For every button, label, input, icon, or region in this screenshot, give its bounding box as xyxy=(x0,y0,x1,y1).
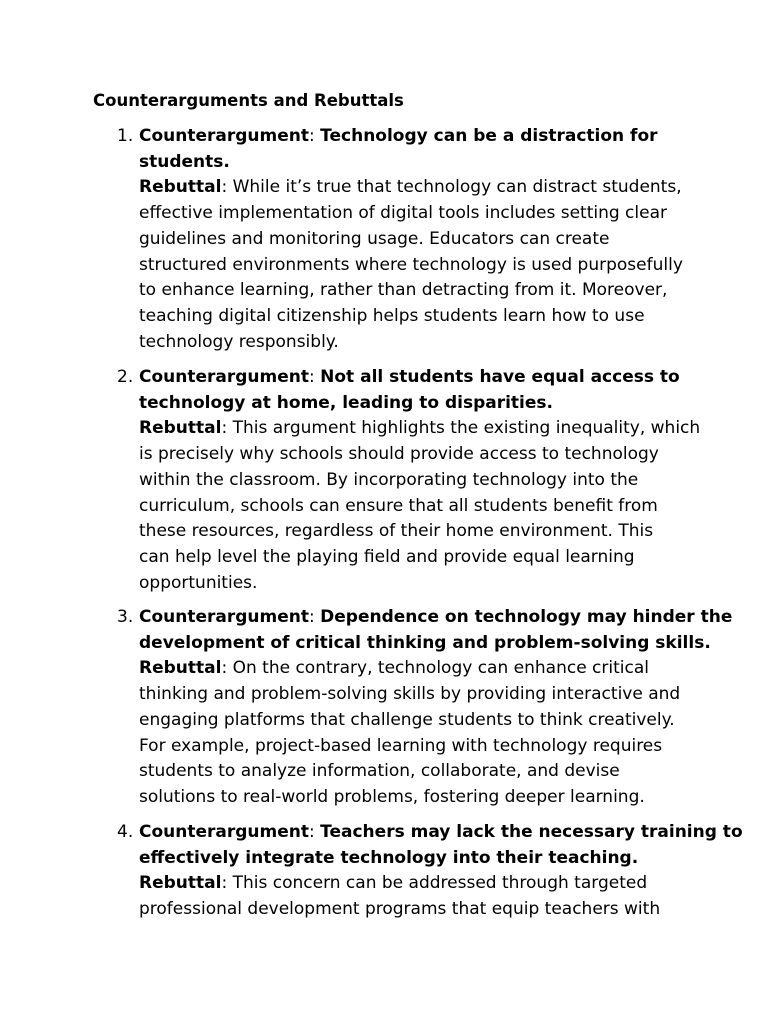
counterargument-text: Teachers may lack the necessary training to xyxy=(320,822,743,842)
rebuttal-line xyxy=(139,682,699,708)
document-title: Counterarguments and Rebuttals xyxy=(93,91,404,110)
label-separator: : xyxy=(309,367,321,387)
counterargument-label: Counterargument xyxy=(139,126,309,146)
rebuttal-line xyxy=(139,708,699,734)
list-number: 1. xyxy=(117,126,134,146)
rebuttal-text: structured environments where technology is used purposefully xyxy=(139,254,683,275)
rebuttal-text: While it’s true that technology can distract students, xyxy=(232,177,682,198)
counterargument-line xyxy=(139,846,699,872)
rebuttal-line xyxy=(139,545,699,571)
rebuttal-text: solutions to real-world problems, fostering deeper learning. xyxy=(139,786,645,807)
rebuttal-text: these resources, regardless of their home environment. This xyxy=(139,521,654,542)
rebuttal-line xyxy=(139,304,699,330)
label-separator: : xyxy=(221,873,233,894)
rebuttal-text: professional development programs that equip teachers with xyxy=(139,899,661,920)
counterargument-text: effectively integrate technology into their teaching. xyxy=(139,847,639,868)
rebuttal-text: On the contrary, technology can enhance critical xyxy=(232,658,649,679)
rebuttal-text: For example, project-based learning with technology requires xyxy=(139,735,663,756)
rebuttal-line xyxy=(139,871,699,897)
counterargument-label: Counterargument xyxy=(139,367,309,387)
counterargument-text: Not all students have equal access to xyxy=(320,367,680,387)
rebuttal-text: technology responsibly. xyxy=(139,331,339,352)
rebuttal-text: engaging platforms that challenge students to think creatively. xyxy=(139,709,675,730)
rebuttal-line xyxy=(139,897,699,923)
counterargument-text: students. xyxy=(139,151,230,172)
label-separator: : xyxy=(221,658,233,679)
label-separator: : xyxy=(221,177,233,198)
label-separator: : xyxy=(309,126,321,146)
item-body xyxy=(139,820,743,923)
item-body xyxy=(139,605,733,811)
label-separator: : xyxy=(309,822,321,842)
rebuttal-text: thinking and problem-solving skills by providing interactive and xyxy=(139,684,681,705)
counterargument-label: Counterargument xyxy=(139,607,309,627)
rebuttal-label: Rebuttal xyxy=(139,177,222,198)
list-number: 2. xyxy=(117,367,134,387)
rebuttal-text: This concern can be addressed through targeted xyxy=(232,873,648,894)
rebuttal-text: students to analyze information, collaborate, and devise xyxy=(139,761,620,782)
rebuttal-line xyxy=(139,201,699,227)
rebuttal-line xyxy=(139,571,699,597)
counterargument-line xyxy=(139,605,733,631)
counterargument-line xyxy=(139,124,699,150)
counterargument-line xyxy=(139,150,699,176)
rebuttal-text: is precisely why schools should provide access to technology xyxy=(139,444,659,465)
rebuttal-text: within the classroom. By incorporating technology into the xyxy=(139,469,639,490)
rebuttal-text: effective implementation of digital tools includes setting clear xyxy=(139,203,667,224)
rebuttal-text: can help level the playing field and provide equal learning xyxy=(139,546,635,567)
rebuttal-text: teaching digital citizenship helps students learn how to use xyxy=(139,305,645,326)
counterargument-line xyxy=(139,365,699,391)
rebuttal-text: guidelines and monitoring usage. Educators can create xyxy=(139,228,610,249)
item-body xyxy=(139,365,699,596)
rebuttal-line xyxy=(139,330,699,356)
counterargument-text: Dependence on technology may hinder the xyxy=(320,607,733,627)
counterargument-label: Counterargument xyxy=(139,822,309,842)
rebuttal-line xyxy=(139,468,699,494)
rebuttal-text: curriculum, schools can ensure that all students benefit from xyxy=(139,495,658,516)
label-separator: : xyxy=(221,418,233,439)
rebuttal-line xyxy=(139,734,699,760)
counterargument-text: Technology can be a distraction for xyxy=(320,126,658,146)
rebuttal-line xyxy=(139,785,699,811)
rebuttal-line xyxy=(139,253,699,279)
rebuttal-line xyxy=(139,442,699,468)
rebuttal-text: This argument highlights the existing inequality, which xyxy=(232,418,701,439)
rebuttal-label: Rebuttal xyxy=(139,658,222,679)
rebuttal-label: Rebuttal xyxy=(139,873,222,894)
counterargument-line xyxy=(139,631,711,657)
label-separator: : xyxy=(309,607,321,627)
rebuttal-label: Rebuttal xyxy=(139,418,222,439)
rebuttal-line xyxy=(139,227,699,253)
counterargument-text: technology at home, leading to disparities. xyxy=(139,392,553,413)
list-number: 3. xyxy=(117,607,134,627)
rebuttal-line xyxy=(139,519,699,545)
rebuttal-line xyxy=(139,494,699,520)
counterargument-line xyxy=(139,820,743,846)
counterargument-text: development of critical thinking and problem-solving skills. xyxy=(139,632,711,653)
rebuttal-line xyxy=(139,759,699,785)
rebuttal-text: to enhance learning, rather than detracting from it. Moreover, xyxy=(139,280,668,301)
rebuttal-line xyxy=(139,278,699,304)
counterargument-line xyxy=(139,391,699,417)
list-number: 4. xyxy=(117,822,134,842)
rebuttal-line xyxy=(139,656,699,682)
item-body xyxy=(139,124,699,355)
rebuttal-text: opportunities. xyxy=(139,572,258,593)
rebuttal-line xyxy=(139,175,699,201)
rebuttal-line xyxy=(139,416,699,442)
